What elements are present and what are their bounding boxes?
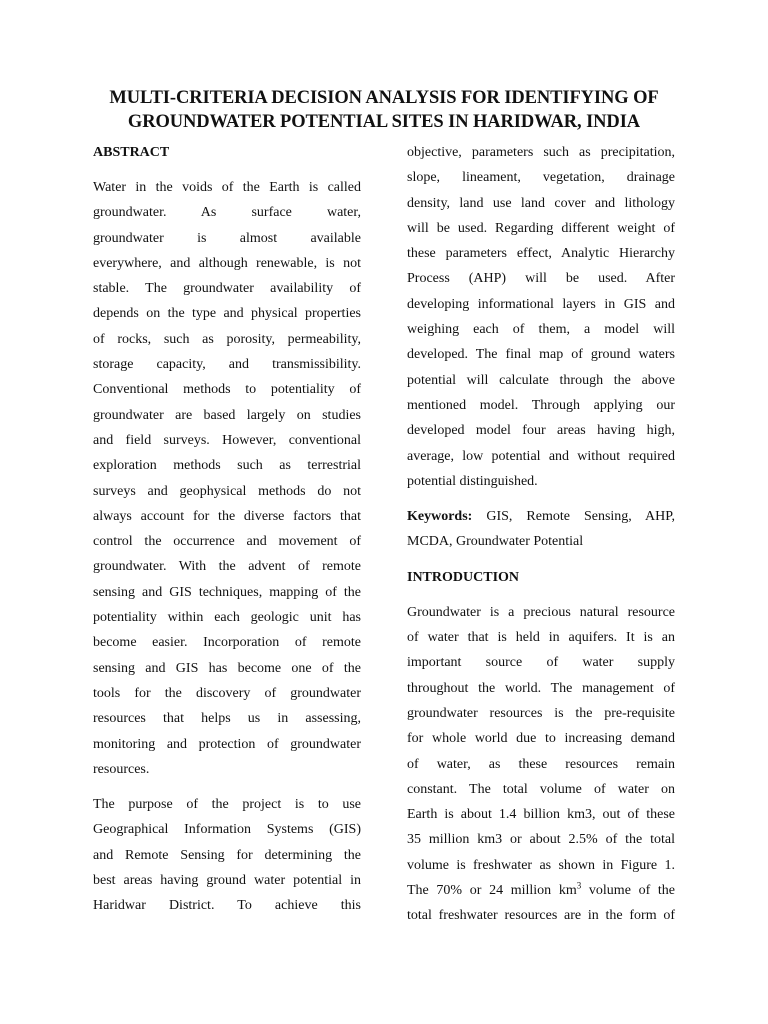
text-line: and field surveys. However, conventional [93,432,361,448]
text-line: important source of water supply [407,655,675,671]
abstract-paragraph-2-continued [407,140,675,494]
text-fragment: The 70% or 24 million km [407,883,577,899]
introduction-paragraph [407,600,675,929]
paper-title [60,86,708,134]
text-line: slope, lineament, vegetation, drainage [407,170,675,186]
text-line: Process (AHP) will be used. After [407,271,675,287]
keywords-line-1 [407,504,675,529]
text-line: Conventional methods to potentiality of [93,382,361,398]
keywords-line-2: MCDA, Groundwater Potential [407,534,584,550]
text-line: resources. [93,761,150,777]
text-line: exploration methods such as terrestrial [93,458,361,474]
text-line: Groundwater is a precious natural resource [407,604,675,620]
text-line: resources that helps us in assessing, [93,711,361,727]
text-line: average, low potential and without required [407,448,675,464]
text-line: objective, parameters such as precipitation, [407,145,675,160]
text-line: control the occurrence and movement of [93,534,361,550]
text-line: groundwater is almost available [93,230,361,246]
text-line: potential will calculate through the above [407,372,675,388]
abstract-heading: ABSTRACT [93,145,170,160]
text-line: of water, as these resources remain [407,756,675,772]
text-line: density, land use land cover and lithology [407,195,675,211]
text-line-with-superscript [407,878,675,903]
text-line: stable. The groundwater availability of [93,281,361,297]
introduction-heading: INTRODUCTION [407,569,520,585]
text-line: will be used. Regarding different weight of [407,220,675,236]
keywords-label: Keywords: [407,509,473,525]
text-line: total freshwater resources are in the form of [407,908,675,924]
text-line: volume is freshwater as shown in Figure 1. [407,857,675,873]
text-line: of water that is held in aquifers. It is an [407,630,675,646]
text-line: developed. The final map of ground waters [407,347,675,363]
abstract-paragraph-1 [93,175,361,782]
text-fragment: volume of the [581,883,675,899]
right-column [407,140,675,929]
text-line: monitoring and protection of groundwater [93,736,361,752]
text-line: Earth is about 1.4 billion km3, out of these [407,807,675,823]
text-line: throughout the world. The management of [407,680,675,696]
superscript-3: 3 [576,880,582,891]
text-line: constant. The total volume of water on [407,781,675,797]
text-line: depends on the type and physical properties [93,306,361,322]
text-line: surveys and geophysical methods do not [93,483,361,499]
text-line: storage capacity, and transmissibility. [93,357,361,373]
keywords-values: GIS, Remote Sensing, AHP, [472,509,675,525]
keywords [407,504,675,555]
paper-title-line-2: GROUNDWATER POTENTIAL SITES IN HARIDWAR, INDIA [127,112,641,132]
text-line: Haridwar District. To achieve this [93,898,361,914]
text-line: groundwater resources is the pre-requisite [407,705,675,721]
text-line: potentiality within each geologic unit has [93,610,361,626]
text-line: groundwater. As surface water, [93,205,361,221]
left-column [93,140,361,919]
text-line: developing informational layers in GIS and [407,296,675,312]
text-line: always account for the diverse factors that [93,508,361,524]
text-line: for whole world due to increasing demand [407,731,675,747]
text-line: Water in the voids of the Earth is called [93,180,361,195]
text-line: potential distinguished. [407,473,538,489]
text-line: become easier. Incorporation of remote [93,635,361,651]
text-line: these parameters effect, Analytic Hierarchy [407,246,675,262]
text-line: weighing each of them, a model will [407,322,675,338]
abstract-paragraph-2 [93,792,361,918]
text-line: groundwater. With the advent of remote [93,559,361,575]
text-line: mentioned model. Through applying our [407,397,675,413]
text-line: and Remote Sensing for determining the [93,847,361,863]
text-line: groundwater are based largely on studies [93,407,361,423]
text-line: sensing and GIS techniques, mapping of the [93,584,361,600]
text-line: Geographical Information Systems (GIS) [93,822,361,838]
text-line: The purpose of the project is to use [93,797,361,813]
text-line: best areas having ground water potential in [93,873,361,889]
text-line: everywhere, and although renewable, is not [93,255,361,271]
text-line: developed model four areas having high, [407,423,675,439]
text-line: tools for the discovery of groundwater [93,685,361,701]
text-line: 35 million km3 or about 2.5% of the total [407,832,675,848]
text-line: sensing and GIS has become one of the [93,660,361,676]
text-line: of rocks, such as porosity, permeability, [93,331,361,347]
paper-title-line-1: MULTI-CRITERIA DECISION ANALYSIS FOR IDENTIFYING OF [109,88,659,108]
